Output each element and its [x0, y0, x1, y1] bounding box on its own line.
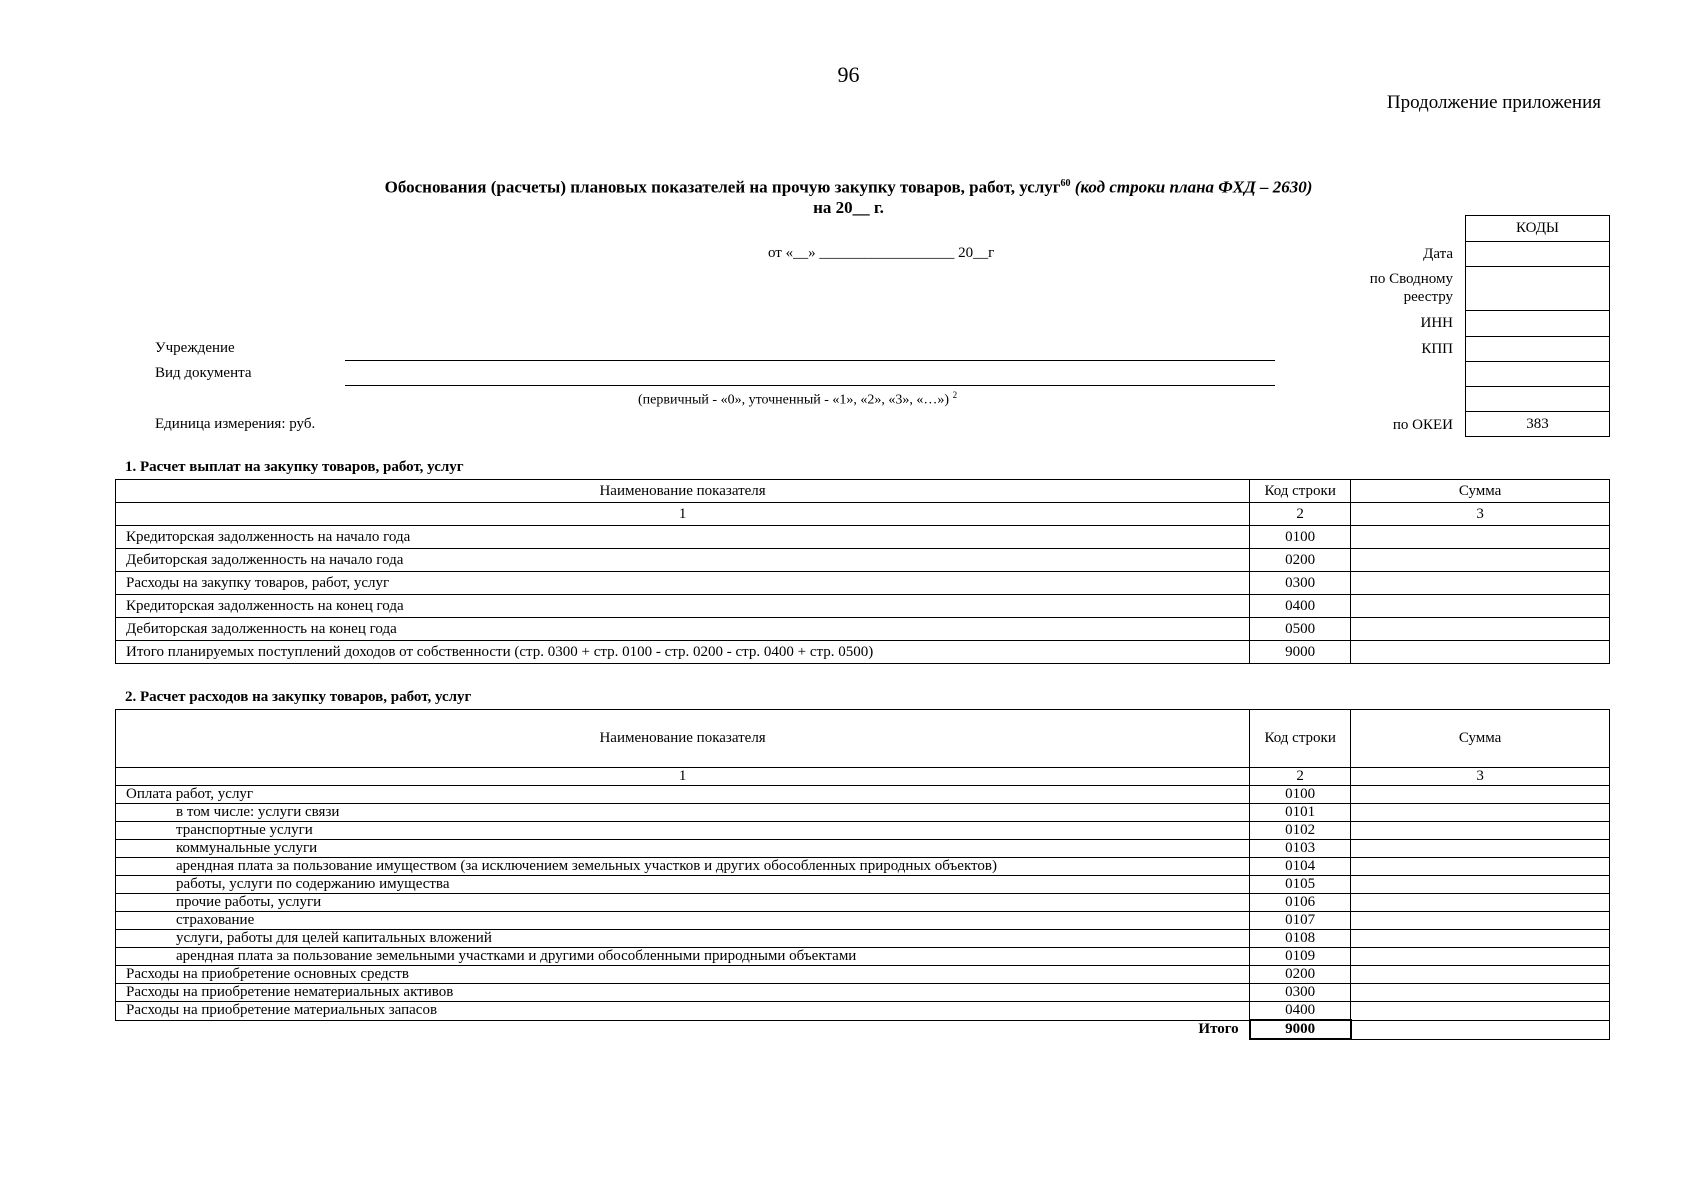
row-code: 0300 [1250, 984, 1351, 1002]
codes-blank-cell[interactable] [1466, 387, 1610, 412]
row-sum[interactable] [1351, 966, 1610, 984]
table-row [116, 641, 1610, 664]
row-name: Итого планируемых поступлений доходов от собственности (стр. 0300 + стр. 0100 - стр. 0200 - стр. 0400 + стр. 0500) [116, 641, 1250, 664]
table-row [116, 840, 1610, 858]
s2-col-num-2: 2 [1250, 768, 1351, 786]
row-code: 0103 [1250, 840, 1351, 858]
total-sum[interactable] [1351, 1020, 1610, 1039]
codes-date-cell[interactable] [1466, 242, 1610, 267]
codes-date-label: Дата [1423, 246, 1453, 262]
row-name: Оплата работ, услуг [116, 786, 1250, 804]
s2-col-num-1: 1 [116, 768, 1250, 786]
row-name: страхование [116, 912, 1250, 930]
row-name: Расходы на приобретение основных средств [116, 966, 1250, 984]
row-sum[interactable] [1351, 876, 1610, 894]
row-code: 0300 [1250, 572, 1351, 595]
row-name: прочие работы, услуги [116, 894, 1250, 912]
row-code: 0400 [1250, 595, 1351, 618]
s1-col-num-2: 2 [1250, 503, 1351, 526]
table-row [116, 618, 1610, 641]
codes-table [1465, 215, 1610, 437]
title-year: на 20__ г. [813, 197, 884, 217]
row-sum[interactable] [1351, 840, 1610, 858]
table-row [116, 572, 1610, 595]
row-sum[interactable] [1351, 822, 1610, 840]
row-name: арендная плата за пользование имуществом (за исключением земельных участков и других обособленных природных объектов) [116, 858, 1250, 876]
total-label: Итого [1198, 1021, 1239, 1038]
row-code: 0105 [1250, 876, 1351, 894]
codes-inn-label: ИНН [1420, 315, 1453, 331]
row-sum[interactable] [1351, 572, 1610, 595]
table-row [116, 912, 1610, 930]
page-number: 96 [837, 62, 860, 87]
row-code: 0106 [1250, 894, 1351, 912]
s1-col-code-header: Код строки [1250, 480, 1351, 503]
table-row [116, 786, 1610, 804]
section2-heading: 2. Расчет расходов на закупку товаров, работ, услуг [125, 689, 472, 705]
s1-col-num-1: 1 [116, 503, 1250, 526]
codes-registry-label: по Сводному реестру [1369, 271, 1453, 305]
row-sum[interactable] [1351, 894, 1610, 912]
institution-label: Учреждение [155, 340, 235, 356]
row-code: 0101 [1250, 804, 1351, 822]
row-code: 9000 [1250, 641, 1351, 664]
codes-okei-label: по ОКЕИ [1392, 417, 1453, 433]
row-name: Расходы на приобретение нематериальных активов [116, 984, 1250, 1002]
table-row [116, 984, 1610, 1002]
row-name: транспортные услуги [116, 822, 1250, 840]
doc-type-hint-text: (первичный - «0», уточненный - «1», «2», «3», «…») [638, 392, 950, 408]
row-name: арендная плата за пользование земельными участками и другими обособленными природными объектами [116, 948, 1250, 966]
s1-col-num-3: 3 [1351, 503, 1610, 526]
row-name: Дебиторская задолженность на конец года [116, 618, 1250, 641]
institution-line[interactable] [345, 360, 1275, 361]
codes-okei-cell: 383 [1466, 412, 1610, 437]
codes-registry-cell[interactable] [1466, 267, 1610, 311]
row-sum[interactable] [1351, 1002, 1610, 1021]
title-footnote: 60 [1060, 178, 1071, 189]
codes-kpp-label: КПП [1421, 341, 1453, 357]
s1-col-sum-header: Сумма [1351, 480, 1610, 503]
table-row [116, 948, 1610, 966]
row-sum[interactable] [1351, 641, 1610, 664]
row-code: 0200 [1250, 549, 1351, 572]
row-sum[interactable] [1351, 804, 1610, 822]
section2-table [115, 709, 1610, 1040]
s2-col-code-header: Код строки [1250, 710, 1351, 768]
row-code: 0109 [1250, 948, 1351, 966]
s1-col-name-header: Наименование показателя [116, 480, 1250, 503]
continuation-note: Продолжение приложения [1386, 92, 1601, 113]
s2-col-name-header: Наименование показателя [116, 710, 1250, 768]
row-code: 0108 [1250, 930, 1351, 948]
row-sum[interactable] [1351, 930, 1610, 948]
row-code: 0400 [1250, 1002, 1351, 1021]
section1-heading: 1. Расчет выплат на закупку товаров, работ, услуг [125, 459, 464, 475]
s2-col-sum-header: Сумма [1351, 710, 1610, 768]
table-row [116, 876, 1610, 894]
table-row [116, 966, 1610, 984]
doc-type-line[interactable] [345, 385, 1275, 386]
row-sum[interactable] [1351, 595, 1610, 618]
row-name: Расходы на приобретение материальных запасов [116, 1002, 1250, 1021]
total-code: 9000 [1250, 1020, 1351, 1039]
total-row [116, 1020, 1610, 1039]
row-code: 0500 [1250, 618, 1351, 641]
title-main: Обоснования (расчеты) плановых показателей на прочую закупку товаров, работ, услуг [384, 177, 1061, 197]
codes-inn-cell[interactable] [1466, 311, 1610, 337]
table-row [116, 526, 1610, 549]
title-italic: (код строки плана ФХД – 2630) [1074, 177, 1313, 197]
row-sum[interactable] [1351, 984, 1610, 1002]
codes-extra-cell[interactable] [1466, 362, 1610, 387]
s2-col-num-3: 3 [1351, 768, 1610, 786]
doc-type-hint [638, 390, 957, 409]
row-code: 0107 [1250, 912, 1351, 930]
row-name: Кредиторская задолженность на конец года [116, 595, 1250, 618]
row-code: 0100 [1250, 526, 1351, 549]
section1-table [115, 479, 1610, 664]
table-row [116, 930, 1610, 948]
row-code: 0100 [1250, 786, 1351, 804]
row-sum[interactable] [1351, 948, 1610, 966]
row-name: Расходы на закупку товаров, работ, услуг [116, 572, 1250, 595]
table-row [116, 858, 1610, 876]
row-sum[interactable] [1351, 912, 1610, 930]
row-name: Дебиторская задолженность на начало года [116, 549, 1250, 572]
table-row [116, 894, 1610, 912]
doc-type-hint-footnote: 2 [952, 390, 958, 400]
row-name: Кредиторская задолженность на начало года [116, 526, 1250, 549]
row-sum[interactable] [1351, 618, 1610, 641]
table-row [116, 549, 1610, 572]
row-sum[interactable] [1351, 786, 1610, 804]
table-row [116, 804, 1610, 822]
row-sum[interactable] [1351, 526, 1610, 549]
row-name: услуги, работы для целей капитальных вложений [116, 930, 1250, 948]
codes-header: КОДЫ [1466, 216, 1610, 242]
row-name: коммунальные услуги [116, 840, 1250, 858]
table-row [116, 1002, 1610, 1021]
document-title [0, 174, 1697, 218]
table-row [116, 595, 1610, 618]
row-code: 0200 [1250, 966, 1351, 984]
date-line: от «__» __________________ 20__г [768, 245, 995, 261]
unit-label: Единица измерения: руб. [155, 416, 316, 432]
row-sum[interactable] [1351, 858, 1610, 876]
row-code: 0104 [1250, 858, 1351, 876]
table-row [116, 822, 1610, 840]
row-sum[interactable] [1351, 549, 1610, 572]
row-code: 0102 [1250, 822, 1351, 840]
codes-kpp-cell[interactable] [1466, 337, 1610, 362]
doc-type-label: Вид документа [155, 365, 252, 381]
row-name: работы, услуги по содержанию имущества [116, 876, 1250, 894]
row-name: в том числе: услуги связи [116, 804, 1250, 822]
